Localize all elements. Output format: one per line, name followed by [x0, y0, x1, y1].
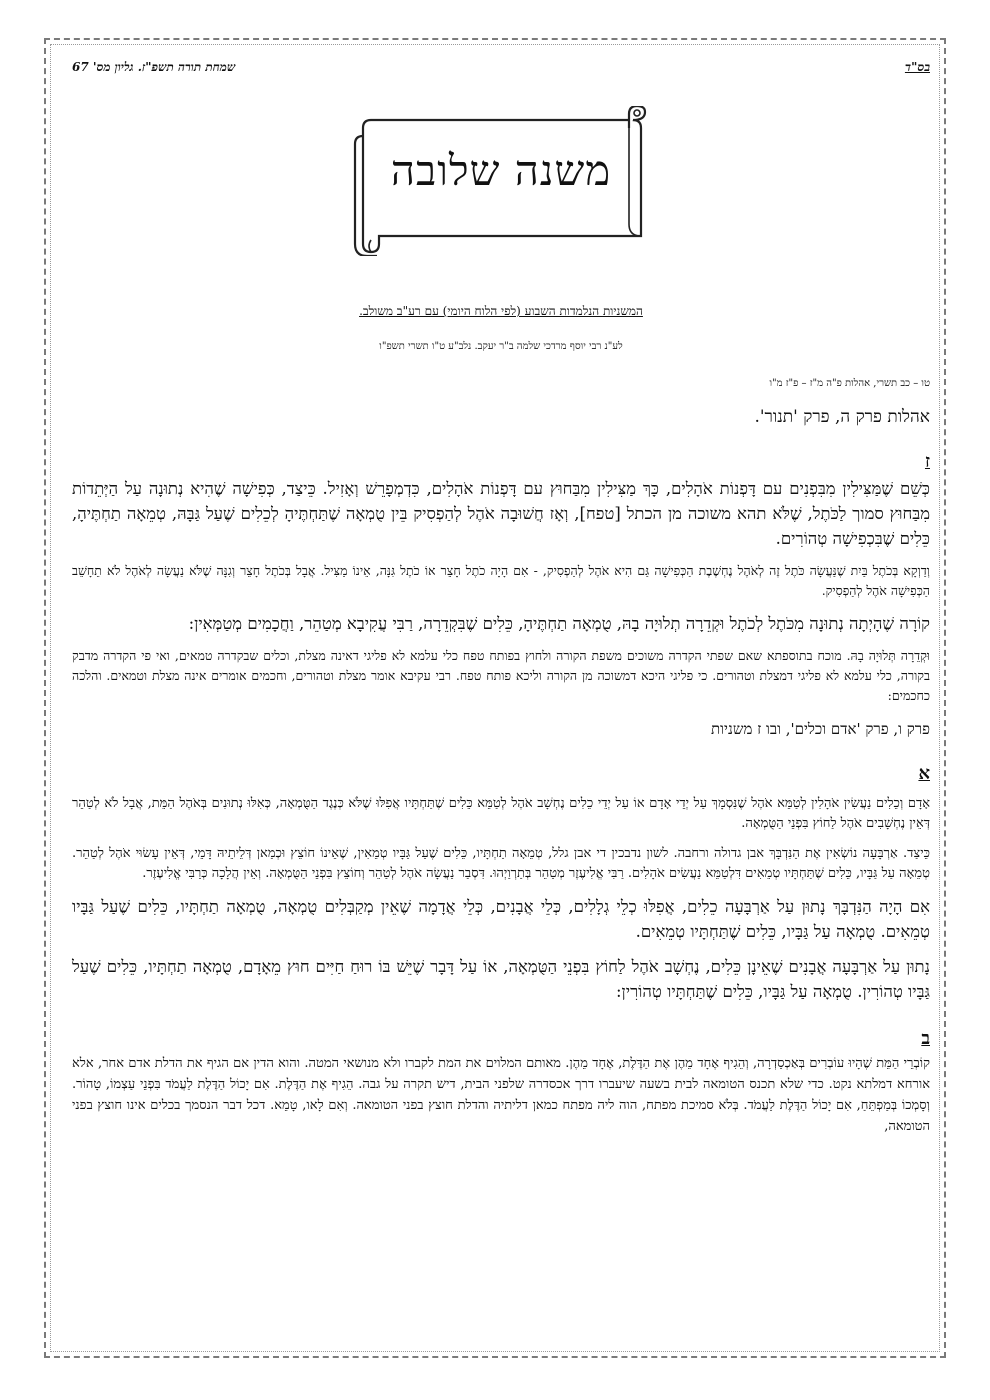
mishna-text: קוֹבְרֵי הַמֵּת שֶׁהָיוּ עוֹבְרִים בְּאַכְסַדְרָה, וְהֵגִיף אֶחָד מֵהֶן אֶת הַדֶּלֶת, אֶחָד מֵהֶן. מאותם המלוים את המת לקברו ולא מנושאי המטה. והוא הדין אם הגיף את הדלת אדם אחר, אלא אורחא דמלתא נקט. כדי שלא תכנס הטומאה לבית בשעה שיעברו דרך אכסדרה שלפני הבית, דיש תקרה על גבה. הֵגִיף אֶת הַדֶּלֶת. אִם יָכוֹל הַדֶּלֶת לַעֲמֹד בִּפְנֵי עַצְמוֹ, טָהוֹר. וְסָמְכוֹ בְּמַפְתֵּחַ, אִם יָכוֹל הַדֶּלֶת לַעֲמֹד. בְּלֹא סמיכת מפתח, הוה ליה מפתח כמאן דליתיה והדלת חוצץ בפני הטומאה. וְאִם לָאו, טָמֵא. דכל דבר הנסמך בכלים אינו חוצץ בפני הטומאה,: [72, 1056, 930, 1134]
mishna-text: נָתוּן עַל אַרְבָּעָה אֲבָנִים שֶׁאֵינָן כֵּלִים, נֶחְשָׁב אֹהֶל לַחוֹץ בִּפְנֵי הַטֻּמְאָה, אוֹ עַל דָּבָר שֶׁיֵּשׁ בּוֹ רוּחַ חַיִּים חוּץ מֵאָדָם, טֻמְאָה תַחְתָּיו, כֵּלִים שֶׁעַל גַּבָּיו טְהוֹרִין. טֻמְאָה עַל גַּבָּיו, כֵּלִים שֶׁתַּחְתָּיו טְהוֹרִין:: [72, 957, 930, 1001]
date-range: טו – כב תשרי, אהלות פ"ה מ"ז – פ"ז מ"ו: [769, 378, 930, 389]
subtitle: [72, 304, 930, 319]
mishna-text: כֵּיצַד. אַרְבָּעָה נוֹשְׂאִין אֶת הַנִּדְבָּךְ אבן גדולה ורחבה. לשון נדבכין די אבן גלל, טְמֵאָה תַחְתָּיו, כֵּלִים שֶׁעַל גַּבָּיו טְמֵאִין, שֶׁאֵינוֹ חוֹצֵץ וּכְמַאן דְּלֵיתֵיהּ דָּמֵי, דְּאֵין עָשׂוּי אֹהֶל לְטַהֵר. טְמֵאָה עַל גַּבָּיו, כֵּלִים שֶׁתַּחְתָּיו טְמֵאִים דִּלְטַמֵּא נַעֲשִׂים אֹהָלִים. רַבִּי אֱלִיעֶזֶר מְטַהֵר בְּתַרְוַיְהוּ. דִּסְבַר נַעֲשָׂה אֹהֶל לְטַהֵר וְחוֹצֵץ בִּפְנֵי הַטֻּמְאָה. וְאֵין הֲלָכָה כְּרַבִּי אֱלִיעֶזֶר.: [72, 846, 930, 881]
subtitle-text: המשניות הנלמדות השבוע (לפי הלוח היומי) עם רע"ב משולב.: [359, 304, 643, 318]
mishna-text: אִם הָיָה הַנִּדְבָּךְ נָתוּן עַל אַרְבָּעָה כֵלִים, אֲפִלּוּ כְלֵי גְלָלִים, כְּלֵי אֲבָנִים, כְּלֵי אֲדָמָה שֶׁאֵין מְקַבְּלִים טֻמְאָה, טֻמְאָה תַחְתָּיו, כֵּלִים שֶׁעַל גַּבָּיו טְמֵאִים. טֻמְאָה עַל גַּבָּיו, כֵּלִים שֶׁתַּחְתָּיו טְמֵאִים.: [72, 897, 930, 941]
page-title: משנה שלובה: [390, 146, 612, 195]
mishna-text: אָדָם וְכֵלִים נַעֲשִׂין אֹהָלִין לְטַמֵּא אֹהֶל שֶׁנִּסְמָךְ עַל יְדֵי אָדָם אוֹ עַל יְדֵי כֵלִים נֶחְשָׁב אֹהֶל לְטַמֵּא כֵּלִים שֶׁתַּחְתָּיו אֲפִלּוּ שֶׁלֹּא כְּנֶגֶד הַטֻּמְאָה, כְּאִלּוּ נְתוּנִים בְּאֹהֶל הַמֵּת, אֲבָל לֹא לְטַהֵר דְּאֵין נֶחְשָׁבִים אֹהֶל לַחוֹץ בִּפְנֵי הַטֻּמְאָה.: [72, 796, 930, 831]
mishna-text: כְּשֵׁם שֶׁמַּצִּילִין מִבִּפְנִים עם דָּפְנוֹת אֹהָלִים, כָּךְ מַצִּילִין מִבַּחוּץ עם דָּפְנוֹת אֹהָלִים, כִּדְמְפָרֵשׁ וְאָזִיל. כֵּיצַד, כְּפִישָׁה שֶׁהִיא נְתוּנָה עַל הַיְּתֵדוֹת מִבַּחוּץ סמוך לַכֹּתֶל, שֶׁלֹּא תהא משוכה מן הכתל [טפח], וְאָז חֲשׁוּבָה אֹהֶל לְהַפְסִיק בֵּין טֻמְאָה שֶׁתַּחְתֶּיהָ לְכֵלִים שֶׁעַל גַּבָּהּ, טְמֵאָה תַחְתֶּיהָ, כֵּלִים שֶׁבִּכְפִישָׁה טְהוֹרִים.: [72, 479, 930, 548]
mishna-letter-z: ז: [924, 451, 930, 472]
mishna-letter-a: א: [918, 763, 930, 784]
page-header: [72, 56, 930, 80]
commentary-text: וְדַוְקָא בְּכֹתֶל בַּיִת שֶׁנַּעֲשָׂה כֹּתֶל זֶה לְאֹהֶל נֶחְשֶׁבֶת הַכְּפִישָׁה גַּם הִיא אֹהֶל לְהַפְסִיק, - אִם הָיָה כֹתֶל חָצֵר אוֹ כֹתֶל גִּנָּה, אֵינוֹ מַצִּיל. אֲבָל בְּכֹתֶל חָצֵר וְגִנָּה שֶׁלֹּא נַעֲשָׂה לְאֹהֶל לֹא תֵחָשֵׁב הַכְּפִישָׁה אֹהֶל לְהַפְסִיק.: [72, 563, 930, 598]
document-page: [72, 56, 930, 1346]
chapter-heading-2: פרק ו, פרק 'אדם וכלים', ובו ז משניות: [711, 720, 930, 738]
bsd-label: בס"ד: [904, 60, 930, 74]
issue-label: שמחת תורה תשפ"ז. גליון מס' 67: [72, 60, 236, 74]
chapter-heading-1: אהלות פרק ה, פרק 'תנור'.: [754, 407, 930, 427]
mishna-text: קוֹרָה שֶׁהָיְתָה נְתוּנָה מִכֹּתֶל לְכֹתֶל וּקְדֵרָה תְלוּיָה בָהּ, טֻמְאָה תַחְתֶּיהָ, כֵּלִים שֶׁבִּקְדֵרָה, רַבִּי עֲקִיבָא מְטַהֵר, וַחֲכָמִים מְטַמְּאִין:: [188, 614, 930, 633]
dedication: לע"נ רבי יוסף מרדכי שלמה ב"ר יעקב. נלב"ע ט"ו תשרי תשפ"ו: [379, 341, 623, 352]
mishna-letter-b: ב: [921, 1028, 930, 1049]
title-scroll: [341, 106, 661, 256]
commentary-text: וּקְדֵרָה תְּלוּיָה בָהּ. מוכח בתוספתא שאם שפתי הקדרה משוכים משפת הקורה ולחוץ בפותח טפח כלי עלמא לא פליגי דאינה מצלת, וכלים שבקדרה טמאים, ואי פי הקדרה מדבק בקורה, כלי עלמא לא פליגי דמצלת וטהורים. כי פליגי היכא דמשוכה מן הקורה וליכא פותח טפח. רבי עקיבא אומר מצלת וטהורים, וחכמים אומרים אינה מצלת וטמאים. והלכה כחכמים:: [72, 648, 930, 703]
